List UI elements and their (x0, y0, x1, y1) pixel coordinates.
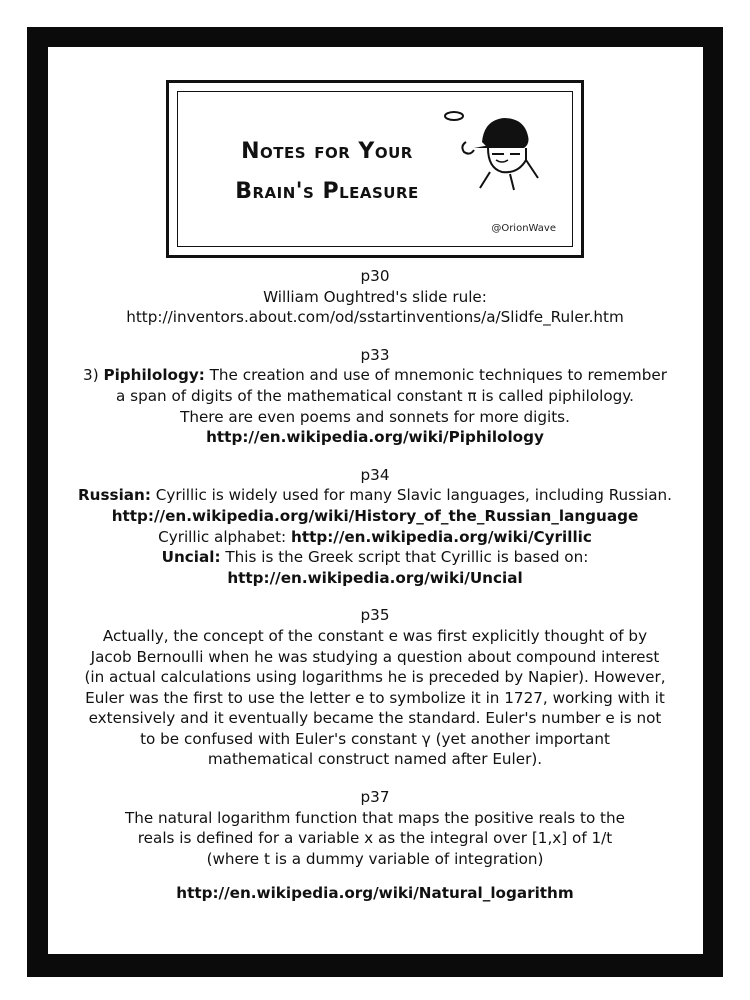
note-text: Euler was the first to use the letter e to symbolize it in 1727, working with it (85, 688, 665, 707)
note-link: http://en.wikipedia.org/wiki/Uncial (227, 568, 523, 587)
list-marker: 3) (83, 366, 104, 385)
note-link: http://inventors.about.com/od/sstartinventions/a/Slidfe_Ruler.htm (126, 308, 624, 327)
mascot-drawing (444, 102, 544, 192)
term-label: Piphilology: (103, 366, 205, 385)
page-number: p35 (360, 606, 390, 625)
term-label: Uncial: (161, 548, 221, 567)
page-number: p33 (360, 345, 390, 364)
section-p33 (52, 345, 698, 448)
note-text: William Oughtred's slide rule: (263, 287, 487, 306)
note-link: http://en.wikipedia.org/wiki/History_of_the_Russian_language (111, 506, 639, 525)
title-line-1: Notes for Your (241, 139, 413, 164)
note-text: Actually, the concept of the constant e was first explicitly thought of by (102, 626, 648, 645)
note-text (52, 485, 698, 506)
page-title (202, 132, 452, 212)
term-definition: This is the Greek script that Cyrillic is based on: (220, 548, 589, 567)
note-text: a span of digits of the mathematical constant π is called piphilology. (116, 386, 634, 405)
page-number: p30 (360, 267, 390, 285)
note-text: mathematical construct named after Euler). (207, 750, 543, 769)
section-p30 (52, 266, 698, 328)
note-link: http://en.wikipedia.org/wiki/Cyrillic (291, 527, 592, 546)
note-text: extensively and it eventually became the standard. Euler's number e is not (88, 709, 662, 728)
notes-content (52, 266, 698, 921)
note-link: http://en.wikipedia.org/wiki/Piphilology (206, 428, 544, 447)
artist-credit: @OrionWave (491, 223, 556, 234)
link-label: Cyrillic alphabet: (158, 527, 292, 546)
note-text (52, 547, 698, 568)
note-text: Jacob Bernoulli when he was studying a question about compound interest (90, 647, 660, 666)
term-label: Russian: (77, 486, 151, 505)
title-line-2: Brain's Pleasure (235, 179, 419, 204)
term-definition: The creation and use of mnemonic techniques to remember (204, 366, 667, 385)
note-text: to be confused with Euler's constant γ (yet another important (140, 729, 610, 748)
note-text (52, 527, 698, 548)
section-p35 (52, 605, 698, 770)
note-text: There are even poems and sonnets for more digits. (180, 407, 570, 426)
term-definition: Cyrillic is widely used for many Slavic languages, including Russian. (150, 486, 672, 505)
note-text: reals is defined for a variable x as the integral over [1,x] of 1/t (137, 829, 613, 848)
page-number: p34 (360, 465, 390, 484)
title-inner-border (177, 91, 573, 247)
title-box (166, 80, 584, 258)
note-link: http://en.wikipedia.org/wiki/Natural_logarithm (176, 884, 574, 903)
note-text: (where t is a dummy variable of integration) (206, 849, 544, 868)
note-text: (in actual calculations using logarithms he is preceded by Napier). However, (84, 668, 666, 687)
note-text: The natural logarithm function that maps the positive reals to the (124, 808, 625, 827)
section-p37 (52, 787, 698, 904)
spacer (52, 869, 698, 883)
note-text (52, 365, 698, 386)
page-number: p37 (360, 788, 390, 807)
section-p34 (52, 465, 698, 589)
